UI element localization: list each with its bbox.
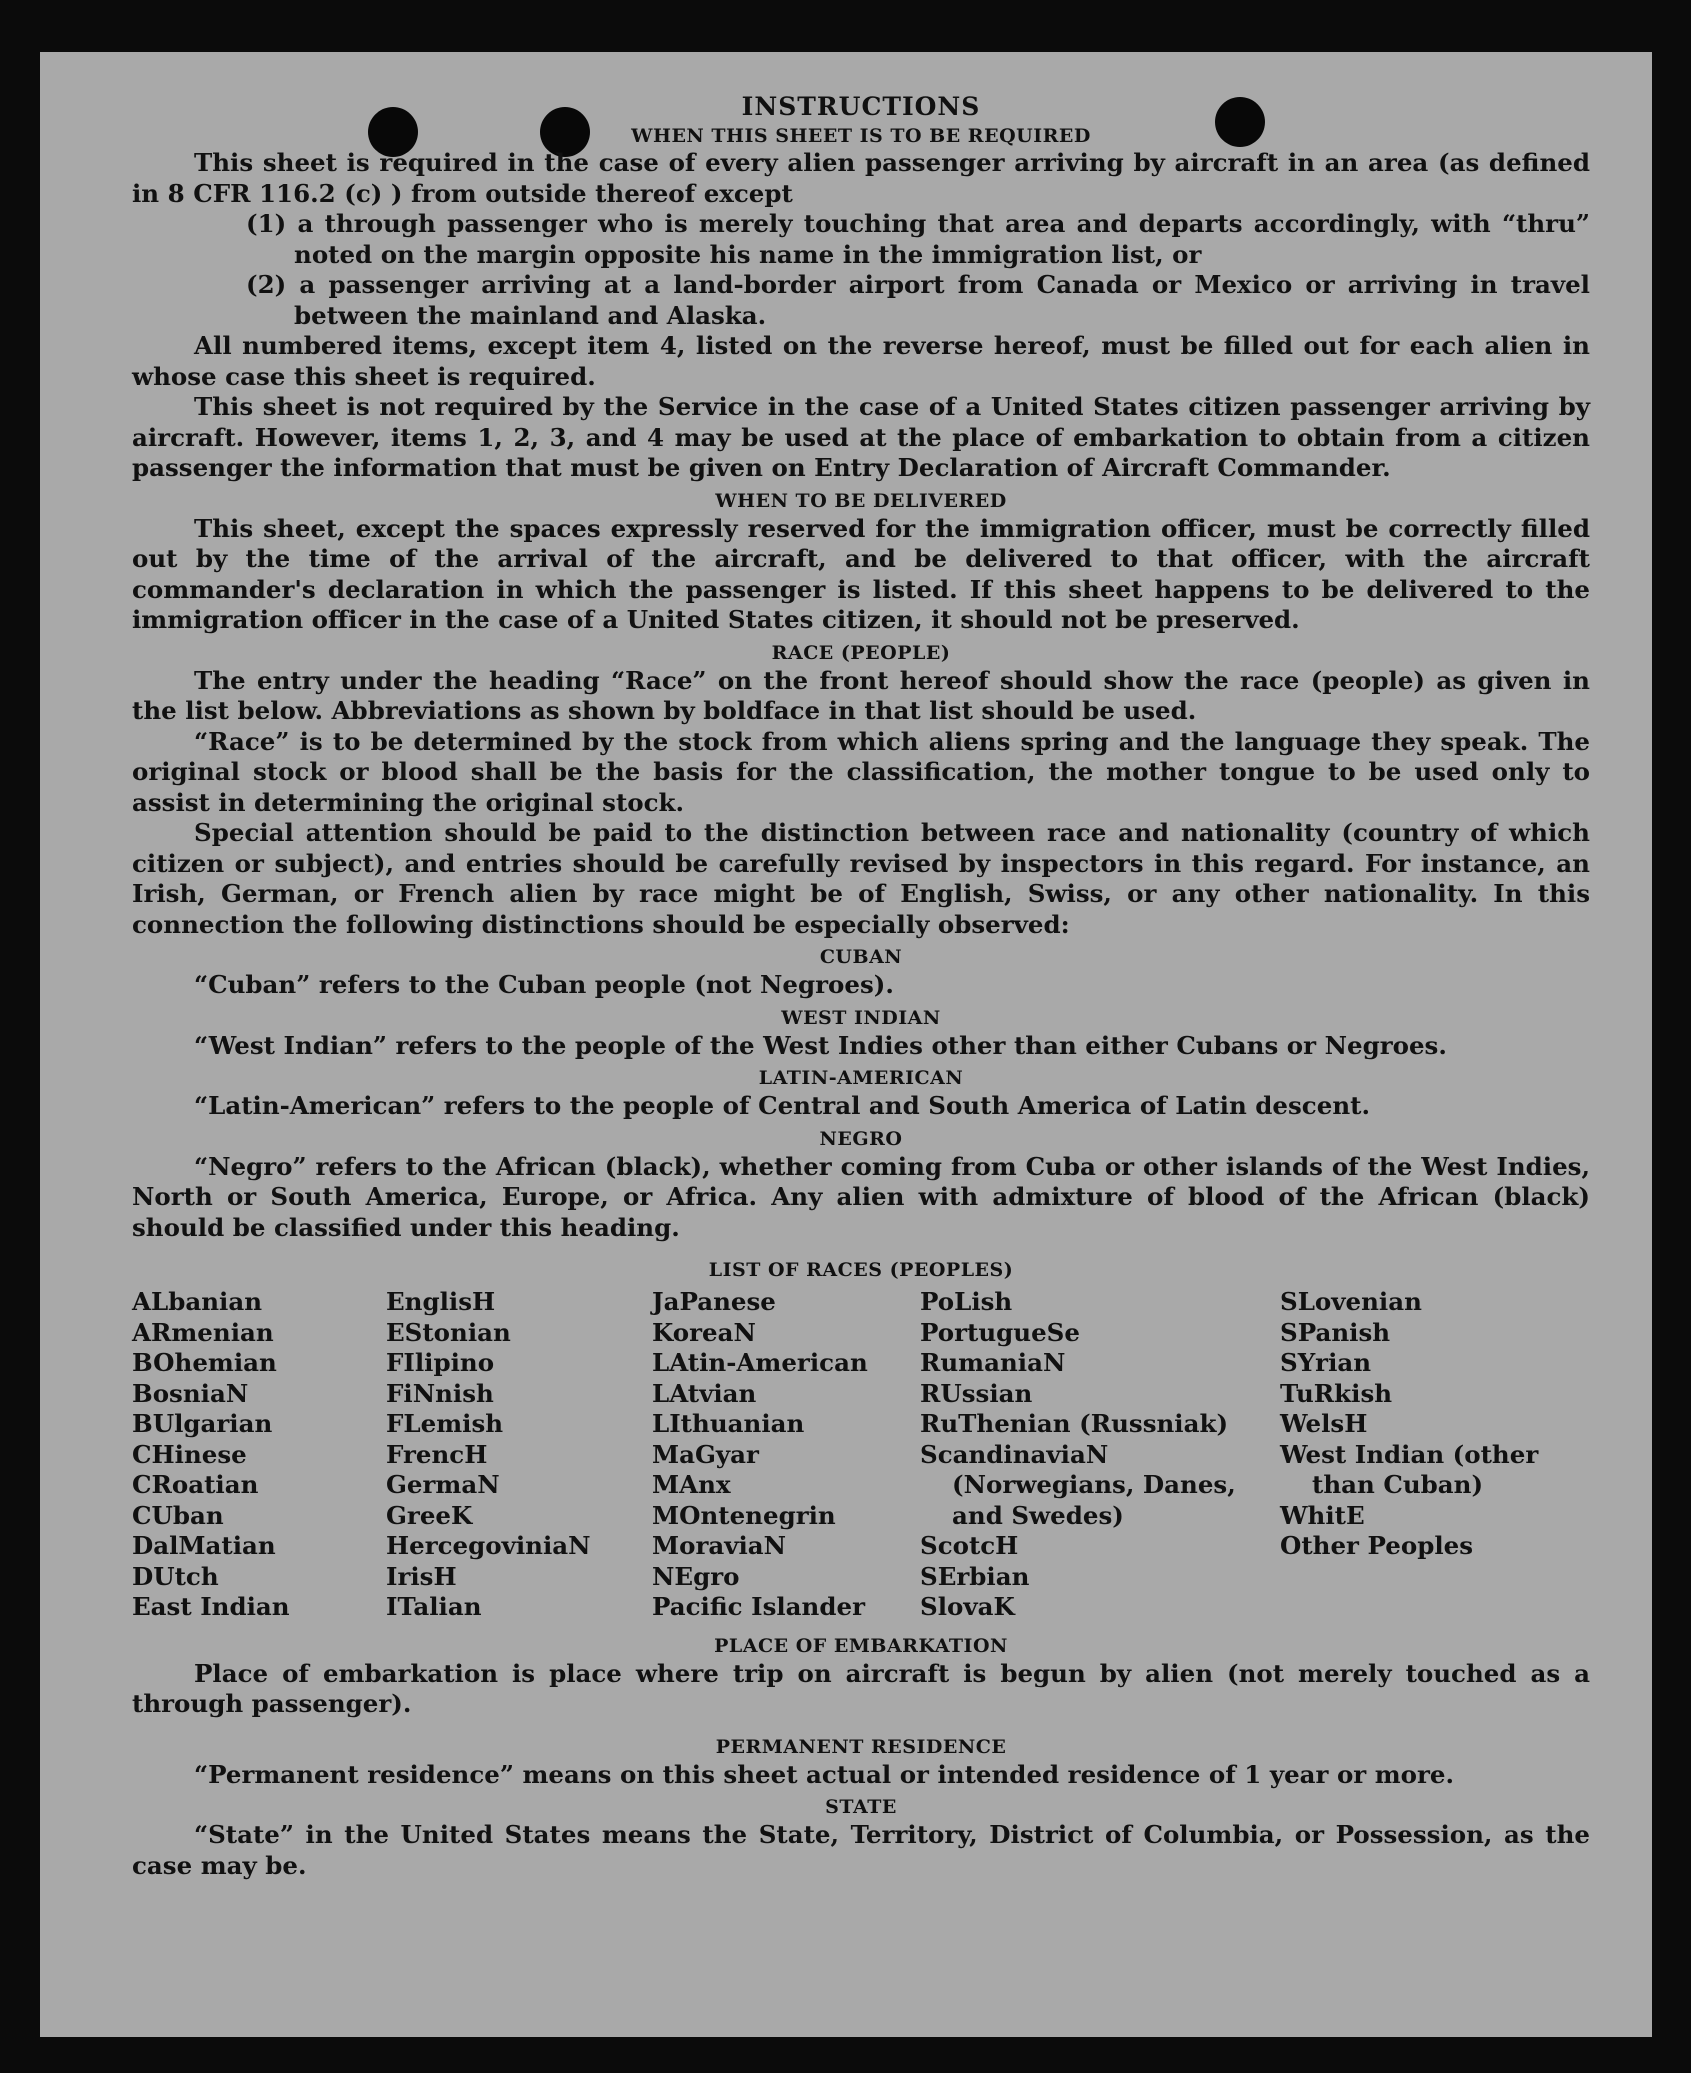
instructions-body <box>132 92 1590 1881</box>
races-column-3 <box>652 1287 920 1623</box>
race-p2: “Race” is to be determined by the stock from which aliens spring and the language they speak. The original stock or blood shall be the basis for the classification, the mother tongue to be used only to assist in determining the original stock. <box>132 726 1590 817</box>
race-entry: West Indian (other than Cuban) <box>1280 1439 1539 1499</box>
race-entry: LAtin-American <box>652 1348 868 1377</box>
heading-state: STATE <box>825 1796 897 1818</box>
races-column-4 <box>920 1287 1280 1623</box>
when-required-item2: (2) a passenger arriving at a land-border airport from Canada or Mexico or arriving in travel between the mainland and Alaska. <box>246 270 1590 330</box>
when-required-p3: This sheet is not required by the Service in the case of a United States citizen passenger arriving by aircraft. However, items 1, 2, 3, and 4 may be used at the place of embarkation to obtain from a citizen passenger the information that must be given on Entry Declaration of Aircraft Commander. <box>132 392 1590 482</box>
race-entry: MAnx <box>652 1470 731 1499</box>
race-entry: Pacific Islander <box>652 1592 865 1621</box>
race-entry: SlovaK <box>920 1592 1015 1621</box>
race-entry: HercegoviniaN <box>386 1531 591 1560</box>
race-entry: ITalian <box>386 1592 482 1621</box>
race-entry: IrisH <box>386 1561 457 1591</box>
race-entry: SLovenian <box>1280 1287 1422 1316</box>
race-entry: WhitE <box>1280 1500 1365 1530</box>
race-entry: BUlgarian <box>132 1409 273 1438</box>
races-column-1 <box>132 1287 386 1623</box>
race-entry: FLemish <box>386 1409 504 1438</box>
race-p3: Special attention should be paid to the distinction between race and nationality (country of which citizen or subject), and entries should be carefully revised by inspectors in this regard. For instance, an Irish, German, or French alien by race might be of English, Swiss, or any other nationality. In this connection the following distinctions should be especially observed: <box>132 818 1590 939</box>
race-entry: PortugueSe <box>920 1317 1080 1347</box>
race-entry: ScandinaviaN (Norwegians, Danes, and Swedes) <box>920 1439 1236 1530</box>
race-entry: ALbanian <box>132 1287 263 1316</box>
race-entry: SPanish <box>1280 1317 1391 1347</box>
races-list <box>132 1287 1590 1623</box>
race-entry: GreeK <box>386 1500 473 1530</box>
race-entry: ScotcH <box>920 1531 1019 1560</box>
race-entry: DalMatian <box>132 1531 276 1560</box>
race-entry: WelsH <box>1280 1409 1368 1438</box>
heading-embarkation: PLACE OF EMBARKATION <box>714 1634 1008 1657</box>
heading-negro: NEGRO <box>819 1127 903 1150</box>
heading-west-indian: WEST INDIAN <box>781 1006 941 1029</box>
heading-race: RACE (PEOPLE) <box>771 641 951 664</box>
race-entry: TuRkish <box>1280 1378 1393 1408</box>
race-entry: FiNnish <box>386 1378 494 1408</box>
heading-when-required: WHEN THIS SHEET IS TO BE REQUIRED <box>631 125 1091 147</box>
race-entry: CUban <box>132 1500 224 1530</box>
race-entry: MaGyar <box>652 1439 759 1469</box>
race-entry: LIthuanian <box>652 1409 805 1438</box>
races-column-5 <box>1280 1287 1580 1623</box>
race-entry: BOhemian <box>132 1348 277 1377</box>
race-entry: NEgro <box>652 1561 740 1591</box>
document-sheet <box>40 52 1652 2037</box>
race-entry: KoreaN <box>652 1317 756 1347</box>
race-entry: DUtch <box>132 1561 219 1591</box>
race-entry: EnglisH <box>386 1287 496 1316</box>
race-entry: SYrian <box>1280 1348 1372 1377</box>
race-entry: CHinese <box>132 1439 247 1469</box>
cuban-p1: “Cuban” refers to the Cuban people (not Negroes). <box>194 970 894 999</box>
race-entry: PoLish <box>920 1287 1013 1316</box>
state-p1: “State” in the United States means the State, Territory, District of Columbia, or Possession, as the case may be. <box>132 1820 1590 1880</box>
race-entry: East Indian <box>132 1592 290 1621</box>
race-entry: BosniaN <box>132 1378 249 1408</box>
heading-list-of-races: LIST OF RACES (PEOPLES) <box>708 1259 1014 1281</box>
race-entry: JaPanese <box>652 1287 776 1316</box>
race-entry: Other Peoples <box>1280 1531 1474 1560</box>
race-entry: MOntenegrin <box>652 1500 836 1530</box>
heading-latin-american: LATIN-AMERICAN <box>758 1067 964 1089</box>
west-indian-p1: “West Indian” refers to the people of the West Indies other than either Cubans or Negroes. <box>194 1030 1447 1060</box>
heading-permanent-residence: PERMANENT RESIDENCE <box>715 1735 1007 1758</box>
race-entry: FrencH <box>386 1439 488 1469</box>
latin-american-p1: “Latin-American” refers to the people of Central and South America of Latin descent. <box>194 1091 1370 1120</box>
embarkation-p1: Place of embarkation is place where trip on aircraft is begun by alien (not merely touched as a through passenger). <box>132 1658 1590 1718</box>
race-entry: LAtvian <box>652 1378 757 1408</box>
when-required-item1: (1) a through passenger who is merely touching that area and departs accordingly, with “thru” noted on the margin opposite his name in the immigration list, or <box>246 209 1590 269</box>
race-entry: GermaN <box>386 1470 500 1499</box>
heading-cuban: CUBAN <box>819 946 903 968</box>
when-required-p1: This sheet is required in the case of every alien passenger arriving by aircraft in an area (as defined in 8 CFR 116.2 (c) ) from outside thereof except <box>132 148 1590 208</box>
race-entry: MoraviaN <box>652 1531 787 1560</box>
negro-p1: “Negro” refers to the African (black), whether coming from Cuba or other islands of the West Indies, North or South America, Europe, or Africa. Any alien with admixture of blood of the African (black) should be classified under this heading. <box>132 1151 1590 1242</box>
race-entry: CRoatian <box>132 1470 259 1499</box>
when-required-p2: All numbered items, except item 4, listed on the reverse hereof, must be filled out for each alien in whose case this sheet is required. <box>132 331 1590 391</box>
race-entry: RumaniaN <box>920 1348 1066 1377</box>
heading-when-delivered: WHEN TO BE DELIVERED <box>715 489 1007 512</box>
race-entry: EStonian <box>386 1317 511 1347</box>
race-entry: FIlipino <box>386 1348 495 1377</box>
races-column-2 <box>386 1287 652 1623</box>
race-entry: ARmenian <box>132 1317 274 1347</box>
race-entry: RUssian <box>920 1378 1033 1408</box>
residence-p1: “Permanent residence” means on this sheet actual or intended residence of 1 year or more. <box>194 1759 1455 1789</box>
race-entry: SErbian <box>920 1561 1030 1591</box>
when-delivered-p1: This sheet, except the spaces expressly reserved for the immigration officer, must be correctly filled out by the time of the arrival of the aircraft, and be delivered to that officer, with the aircraft commander's declaration in which the passenger is listed. If this sheet happens to be delivered to the immigration officer in the case of a United States citizen, it should not be preserved. <box>132 513 1590 634</box>
page-title: INSTRUCTIONS <box>741 92 981 121</box>
race-entry: RuThenian (Russniak) <box>920 1409 1229 1438</box>
race-p1: The entry under the heading “Race” on the front hereof should show the race (people) as given in the list below. Abbreviations as shown by boldface in that list should be used. <box>132 665 1590 725</box>
